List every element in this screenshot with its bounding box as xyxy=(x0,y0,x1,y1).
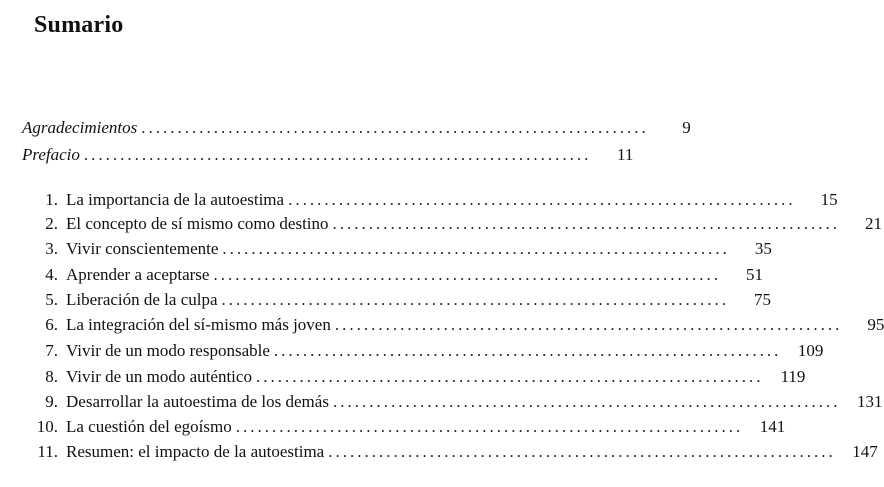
toc-entry-chapter-10 xyxy=(24,416,786,438)
toc-entry-page: 35 xyxy=(754,239,772,258)
toc-entry-page: 131 xyxy=(856,392,883,411)
dot-leader: ...................................................................... xyxy=(288,190,796,209)
toc-entry-label: Liberación de la culpa xyxy=(66,290,218,309)
dot-leader: ...................................................................... xyxy=(235,417,744,436)
toc-entry-chapter-11 xyxy=(24,441,878,463)
toc-entry-page: 9 xyxy=(682,118,691,137)
toc-entry-chapter-1 xyxy=(24,189,838,211)
toc-entry-page: 75 xyxy=(754,290,772,309)
toc-entry-chapter-9 xyxy=(24,391,883,413)
dot-leader: ...................................................................... xyxy=(221,290,730,309)
toc-entry-page: 21 xyxy=(865,214,883,233)
toc-entry-page: 141 xyxy=(759,417,786,436)
toc-entry-chapter-8 xyxy=(24,366,806,388)
toc-entry-label: Prefacio xyxy=(22,145,80,164)
chapter-number: 9. xyxy=(45,392,58,411)
chapter-number: 6. xyxy=(45,315,58,334)
page-title: Sumario xyxy=(34,12,124,38)
chapter-number: 11. xyxy=(37,442,58,461)
chapter-number: 4. xyxy=(45,265,58,284)
chapter-number: 3. xyxy=(45,239,58,258)
toc-entry-chapter-4 xyxy=(24,264,763,286)
chapter-number: 10. xyxy=(36,417,58,436)
dot-leader: ...................................................................... xyxy=(334,315,843,334)
toc-entry-page: 109 xyxy=(797,341,824,360)
dot-leader: ...................................................................... xyxy=(222,239,730,258)
toc-entry-label: Resumen: el impacto de la autoestima xyxy=(66,442,325,461)
toc-entry-page: 15 xyxy=(820,190,838,209)
toc-entry-chapter-3 xyxy=(24,238,772,260)
toc-entry-label: Aprender a aceptarse xyxy=(66,265,210,284)
toc-entry-page: 11 xyxy=(617,145,634,164)
chapter-number: 1. xyxy=(45,190,58,209)
toc-entry-page: 51 xyxy=(745,265,763,284)
toc-entry-page: 147 xyxy=(852,442,878,461)
dot-leader: ...................................................................... xyxy=(273,341,782,360)
toc-entry-page: 119 xyxy=(780,367,806,386)
chapter-number: 5. xyxy=(45,290,58,309)
toc-entry-page: 95 xyxy=(867,315,884,334)
dot-leader: ...................................................................... xyxy=(83,145,592,164)
toc-entry-label: La integración del sí-mismo más joven xyxy=(66,315,331,334)
toc-entry-label: Vivir conscientemente xyxy=(66,239,219,258)
toc-entry-label: Vivir de un modo responsable xyxy=(66,341,270,360)
dot-leader: ...................................................................... xyxy=(332,392,841,411)
dot-leader: ...................................................................... xyxy=(332,214,841,233)
toc-entry-label: El concepto de sí mismo como destino xyxy=(66,214,329,233)
toc-entry-label: La cuestión del egoísmo xyxy=(66,417,232,436)
toc-entry-label: La importancia de la autoestima xyxy=(66,190,285,209)
dot-leader: ...................................................................... xyxy=(141,118,649,137)
chapter-number: 7. xyxy=(45,341,58,360)
dot-leader: ...................................................................... xyxy=(213,265,721,284)
toc-entry-label: Vivir de un modo auténtico xyxy=(66,367,252,386)
toc-entry-chapter-6 xyxy=(24,314,884,336)
dot-leader: ...................................................................... xyxy=(328,442,836,461)
toc-entry-label: Desarrollar la autoestima de los demás xyxy=(66,392,329,411)
toc-entry-prefacio xyxy=(22,144,634,166)
chapter-number: 2. xyxy=(45,214,58,233)
toc-entry-agradecimientos xyxy=(22,117,691,139)
chapter-number: 8. xyxy=(45,367,58,386)
toc-entry-chapter-2 xyxy=(24,213,883,235)
toc-entry-label: Agradecimientos xyxy=(22,118,138,137)
dot-leader: ...................................................................... xyxy=(255,367,764,386)
toc-entry-chapter-7 xyxy=(24,340,824,362)
toc-entry-chapter-5 xyxy=(24,289,772,311)
